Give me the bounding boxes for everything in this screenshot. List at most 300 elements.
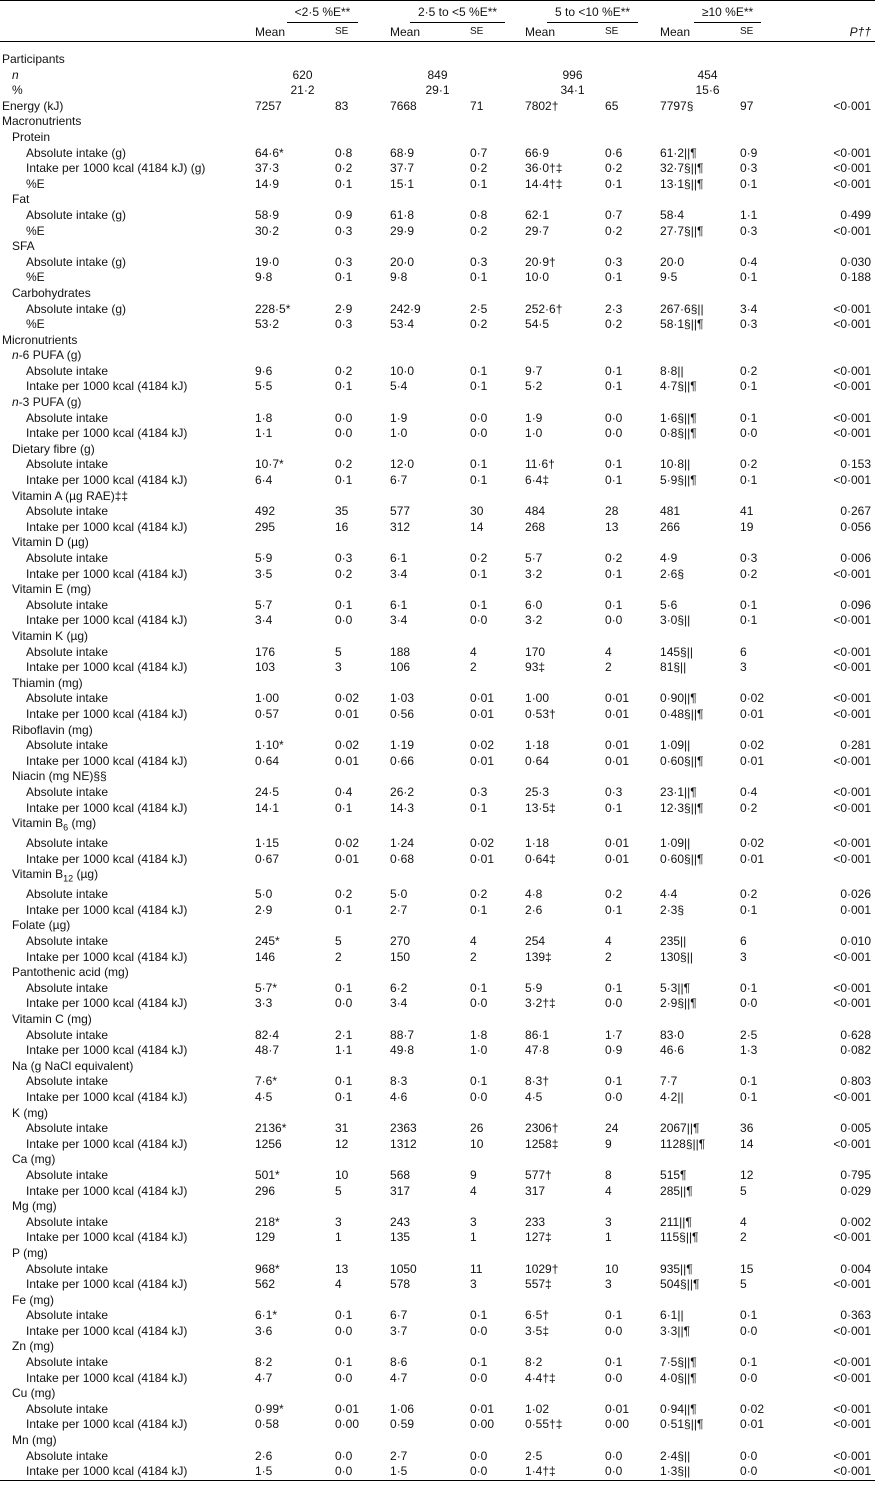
- se-value: 0·02: [470, 738, 495, 753]
- p-value: <0·001: [833, 98, 872, 113]
- row-label-text: Intake per 1000 kcal (4184 kJ): [26, 1183, 188, 1198]
- se-value: 0·2: [335, 566, 353, 581]
- se-value: 0·01: [740, 706, 765, 721]
- row-label: [0, 1168, 255, 1184]
- row-label: [0, 364, 255, 380]
- se-value: 9: [470, 1167, 477, 1182]
- row-label-text: Vitamin B: [12, 816, 64, 831]
- row-label: [0, 1417, 255, 1433]
- row-label: [0, 1199, 255, 1215]
- se-value: 3: [740, 949, 747, 964]
- mean-value: 1·00: [525, 691, 550, 706]
- p-value: <0·001: [833, 566, 872, 581]
- row-label: [0, 224, 255, 240]
- row-label: [0, 660, 255, 676]
- mean-value: 6·1: [390, 551, 408, 565]
- se-value: 24: [605, 1121, 619, 1136]
- row-label-text: Intake per 1000 kcal (4184 kJ): [26, 426, 188, 441]
- row-label: [0, 676, 255, 692]
- se-value: 0·2: [605, 317, 623, 332]
- row-label-text: Intake per 1000 kcal (4184 kJ): [26, 1136, 188, 1151]
- mean-value: 14·4†‡: [525, 176, 563, 191]
- row-label: [0, 801, 255, 817]
- p-value: 0·795: [840, 1167, 872, 1182]
- se-value: 0·9: [605, 1043, 623, 1058]
- row-label: [0, 1293, 255, 1309]
- mean-value: 9·5: [660, 270, 678, 285]
- se-value: 0·1: [740, 176, 758, 191]
- mean-value: 218*: [255, 1214, 280, 1229]
- mean-value: 1050: [390, 1261, 417, 1276]
- mean-value: 81§||: [660, 660, 687, 675]
- mean-value: 252·6†: [525, 301, 563, 316]
- row-label-subscript: 12: [63, 873, 74, 884]
- mean-value: 14·9: [255, 176, 280, 191]
- table-row: [0, 613, 875, 629]
- row-label: [0, 1215, 255, 1231]
- se-value: 0·01: [335, 753, 360, 768]
- mean-value: 1·8: [255, 410, 273, 425]
- mean-value: 6·0: [525, 597, 543, 612]
- mean-value: 4·5: [255, 1089, 273, 1104]
- mean-value: 25·3: [525, 784, 550, 799]
- section-row: [0, 965, 875, 981]
- se-value: 0·1: [335, 379, 353, 394]
- se-value: 0·1: [335, 1308, 353, 1323]
- mean-value: 481: [660, 504, 681, 519]
- se-value: 0·01: [335, 706, 360, 721]
- mean-value: 317: [525, 1183, 546, 1198]
- se-value: 0·2: [470, 161, 488, 176]
- row-label-text: Absolute intake (g): [26, 207, 127, 222]
- mean-value: 4·4: [660, 887, 678, 902]
- se-value: 0·1: [740, 1089, 758, 1104]
- se-value: 26: [470, 1121, 484, 1136]
- se-value: 0·1: [335, 270, 353, 285]
- row-label: [0, 1106, 255, 1122]
- mean-value: 1·00: [255, 691, 280, 706]
- se-value: 0·1: [605, 800, 623, 815]
- table-row: [0, 364, 875, 380]
- p-value: <0·001: [833, 851, 872, 866]
- se-value: 0·01: [470, 1401, 495, 1416]
- se-value: 0·0: [470, 996, 488, 1011]
- p-value: <0·001: [833, 410, 872, 425]
- p-value: 0·096: [840, 597, 872, 612]
- mean-value: 577†: [525, 1167, 552, 1182]
- row-label-text: Absolute intake: [26, 980, 109, 995]
- mean-value: 6·1*: [255, 1308, 278, 1323]
- mean-value: 170: [525, 644, 546, 659]
- row-label: [0, 707, 255, 723]
- row-label-text: -3 PUFA (g): [18, 395, 82, 410]
- se-value: 1·0: [470, 1043, 488, 1058]
- p-value: <0·001: [833, 1136, 872, 1151]
- mean-value: 24·5: [255, 784, 280, 799]
- row-label-text: Absolute intake: [26, 784, 109, 799]
- row-label-text: Intake per 1000 kcal (4184 kJ): [26, 949, 188, 964]
- se-value: 0·1: [740, 597, 758, 612]
- row-label: [0, 442, 255, 458]
- p-value: <0·001: [833, 473, 872, 488]
- table-row: [0, 302, 875, 318]
- se-value: 4: [740, 1214, 747, 1229]
- se-value: 0·1: [605, 379, 623, 394]
- mean-value: 2·6§: [660, 566, 685, 581]
- group-value: 849: [427, 67, 448, 82]
- mean-value: 37·7: [390, 161, 415, 176]
- mean-value: 0·66: [390, 753, 415, 768]
- mean-value: 295: [255, 519, 276, 534]
- se-value: 0·0: [470, 410, 488, 425]
- se-value: 19: [740, 519, 754, 534]
- se-value: 0·2: [605, 887, 623, 902]
- mean-value: 66·9: [525, 145, 550, 160]
- mean-value: 58·9: [255, 207, 280, 222]
- se-value: 0·1: [470, 800, 488, 815]
- row-label: [0, 1184, 255, 1200]
- mean-value: 0·68: [390, 851, 415, 866]
- se-value: 0·1: [470, 980, 488, 995]
- se-value: 0·1: [605, 902, 623, 917]
- p-value: 0·002: [840, 1214, 872, 1229]
- row-label: [0, 996, 255, 1012]
- p-value: <0·001: [833, 613, 872, 628]
- row-label: [0, 1137, 255, 1153]
- mean-value: 3·4: [255, 613, 273, 628]
- row-label-text: Intake per 1000 kcal (4184 kJ): [26, 613, 188, 628]
- mean-value: 577: [390, 504, 411, 519]
- se-value: 30: [470, 504, 484, 519]
- se-value: 0·2: [470, 317, 488, 332]
- group-value: 34·1: [560, 83, 585, 98]
- table-row: [0, 1184, 875, 1200]
- mean-value: 1312: [390, 1136, 417, 1151]
- se-value: 0·01: [605, 706, 630, 721]
- se-value: 2: [470, 949, 477, 964]
- se-value: 4: [605, 934, 612, 949]
- row-label: [0, 1090, 255, 1106]
- table-row: [0, 852, 875, 868]
- row-label-text: Macronutrients: [2, 114, 82, 129]
- section-row: [0, 723, 875, 739]
- mean-value: 29·9: [390, 223, 415, 238]
- mean-value: 1·0: [390, 426, 408, 441]
- se-value: 10: [470, 1136, 484, 1151]
- p-value: <0·001: [833, 1089, 872, 1104]
- se-value: 0·0: [605, 410, 623, 425]
- mean-value: 4·4†‡: [525, 1370, 556, 1385]
- row-label: [0, 1246, 255, 1262]
- se-value: 0·3: [740, 551, 758, 565]
- mean-value: 2·5: [525, 1448, 543, 1463]
- row-label-text: Protein: [12, 129, 51, 144]
- se-value: 0·1: [470, 363, 488, 378]
- se-value: 0·1: [470, 270, 488, 285]
- table-row: [0, 1090, 875, 1106]
- se-value: 0·4: [335, 784, 353, 799]
- mean-value: 0·48§||¶: [660, 706, 704, 721]
- section-row: [0, 629, 875, 645]
- row-label: [0, 903, 255, 919]
- row-label-text: Na (g NaCl equivalent): [12, 1058, 134, 1073]
- row-label-text: Thiamin (mg): [12, 675, 83, 690]
- p-value: 0·056: [840, 519, 872, 534]
- row-label-text: Zn (mg): [12, 1339, 54, 1354]
- table-row: [0, 950, 875, 966]
- se-value: 0·2: [605, 161, 623, 176]
- mean-value: 1·10*: [255, 738, 284, 753]
- se-value: 0·0: [470, 1370, 488, 1385]
- se-value: 0·0: [470, 426, 488, 441]
- mean-value: 562: [255, 1277, 276, 1292]
- mean-value: 1·06: [390, 1401, 415, 1416]
- table-row: [0, 738, 875, 754]
- mean-value: 3·2†‡: [525, 996, 556, 1011]
- row-label: [0, 239, 255, 255]
- row-label-text: Intake per 1000 kcal (4184 kJ): [26, 1277, 188, 1292]
- mean-value: 5·9: [525, 980, 543, 995]
- row-label-text: Pantothenic acid (mg): [12, 965, 129, 980]
- se-value: 0·01: [470, 706, 495, 721]
- row-label: [0, 1402, 255, 1418]
- se-value: 0·00: [605, 1417, 630, 1432]
- mean-value: 11·6†: [525, 457, 555, 472]
- row-label-text: Cu (mg): [12, 1386, 56, 1401]
- mean-value: 0·64: [255, 753, 280, 768]
- mean-value: 557‡: [525, 1277, 552, 1292]
- se-value: 0·9: [740, 145, 758, 160]
- row-label-text: Absolute intake: [26, 1074, 109, 1089]
- table-row: [0, 1324, 875, 1340]
- row-label-text: Intake per 1000 kcal (4184 kJ) (g): [26, 161, 206, 176]
- se-value: 10: [605, 1261, 619, 1276]
- section-row: [0, 582, 875, 598]
- table-row: [0, 426, 875, 442]
- se-value: 0·0: [740, 1448, 758, 1463]
- row-label-text: Participants: [2, 52, 65, 66]
- mean-value: 2306†: [525, 1121, 559, 1136]
- mean-value: 492: [255, 504, 276, 519]
- table-row: [0, 934, 875, 950]
- se-value: 0·1: [605, 270, 623, 285]
- se-value: 71: [470, 98, 484, 113]
- se-value: 2·1: [335, 1027, 353, 1042]
- se-value: 0·1: [740, 980, 758, 995]
- row-label-text: Absolute intake: [26, 410, 109, 425]
- mean-value: 2·7: [390, 902, 408, 917]
- mean-value: 29·7: [525, 223, 550, 238]
- p-value: <0·001: [833, 223, 872, 238]
- row-label-text: Absolute intake: [26, 1401, 109, 1416]
- mean-value: 501*: [255, 1167, 280, 1182]
- mean-value: 2363: [390, 1121, 417, 1136]
- table-row: [0, 1277, 875, 1293]
- row-label: [0, 535, 255, 551]
- table-row: [0, 411, 875, 427]
- se-value: 1·3: [740, 1043, 758, 1058]
- mean-value: 1·6§||¶: [660, 410, 697, 425]
- mean-value: 6·1||: [660, 1308, 684, 1323]
- row-label-text: Vitamin C (mg): [12, 1012, 92, 1026]
- se-value: 0·0: [740, 1323, 758, 1338]
- row-label-text: Absolute intake: [26, 504, 109, 519]
- mean-value: 1·09||: [660, 836, 691, 851]
- se-value: 1: [335, 1230, 342, 1245]
- se-value: 0·1: [605, 980, 623, 995]
- mean-value: 48·7: [255, 1043, 280, 1058]
- section-row: [0, 286, 875, 302]
- mean-value: 0·8§||¶: [660, 426, 697, 441]
- se-value: 3: [470, 1277, 477, 1292]
- mean-value: 7257: [255, 98, 282, 113]
- group-header-3: 5 to <10 %E**: [525, 1, 660, 24]
- mean-value: 0·55†‡: [525, 1417, 563, 1432]
- row-label: [0, 68, 255, 84]
- table-row: [0, 691, 875, 707]
- mean-value: 0·56: [390, 706, 415, 721]
- p-value: 0·188: [840, 270, 872, 285]
- section-row: [0, 867, 875, 887]
- table-row: [0, 1028, 875, 1044]
- se-value: 0·1: [470, 597, 488, 612]
- section-row: [0, 348, 875, 364]
- mean-value: 10·8||: [660, 457, 691, 472]
- se-value: 0·1: [605, 473, 623, 488]
- mean-value: 32·7§||¶: [660, 161, 704, 176]
- se-value: 0·02: [335, 691, 360, 706]
- p-value: 0·803: [840, 1074, 872, 1089]
- mean-value: 46·6: [660, 1043, 685, 1058]
- section-row: [0, 1152, 875, 1168]
- mean-value: 2·9: [255, 902, 273, 917]
- section-row: [0, 1433, 875, 1449]
- se-value: 0·2: [740, 566, 758, 581]
- row-label: [0, 286, 255, 302]
- mean-value: 129: [255, 1230, 276, 1245]
- mean-value: 61·8: [390, 207, 415, 222]
- mean-value: 3·2: [525, 566, 543, 581]
- row-label: [0, 489, 255, 505]
- se-value: 0·2: [740, 457, 758, 472]
- se-value: 0·1: [335, 473, 353, 488]
- row-label: [0, 504, 255, 520]
- section-row: [0, 535, 875, 551]
- mean-value: 9·8: [255, 270, 273, 285]
- mean-value: 64·6*: [255, 145, 284, 160]
- se-value: 0·1: [740, 1355, 758, 1370]
- group-header-1: <2·5 %E**: [255, 1, 390, 24]
- mean-value: 8·8||: [660, 363, 684, 378]
- se-value: 6: [740, 644, 747, 659]
- table-row: [0, 1230, 875, 1246]
- p-value: 0·029: [840, 1183, 872, 1198]
- mean-value: 58·4: [660, 207, 685, 222]
- mean-value: 115§||¶: [660, 1230, 699, 1245]
- se-value: 0·1: [605, 566, 623, 581]
- group-value: 620: [292, 67, 313, 82]
- row-label-text: Vitamin D (µg): [12, 535, 89, 550]
- se-value: 0·0: [335, 1464, 353, 1479]
- section-row: [0, 395, 875, 411]
- row-label-text: Absolute intake: [26, 1214, 109, 1229]
- row-label-text: Absolute intake: [26, 644, 109, 659]
- row-label-text: Intake per 1000 kcal (4184 kJ): [26, 996, 188, 1011]
- row-label: [0, 1121, 255, 1137]
- mean-value: 9·6: [255, 363, 273, 378]
- row-label-text: Absolute intake (g): [26, 301, 127, 316]
- row-label: [0, 965, 255, 981]
- table-row: [0, 379, 875, 395]
- row-label: [0, 1277, 255, 1293]
- se-value: 12: [335, 1136, 349, 1151]
- se-value: 0·01: [335, 1401, 360, 1416]
- mean-value: 242·9: [390, 301, 421, 316]
- mean-value: 5·7: [525, 551, 543, 565]
- section-row: [0, 442, 875, 458]
- se-value: 0·1: [470, 473, 488, 488]
- p-value: 0·030: [840, 254, 872, 269]
- se-value: 0·00: [470, 1417, 495, 1432]
- se-value: 83: [335, 98, 349, 113]
- se-header: SE: [470, 26, 484, 37]
- table-row: [0, 1464, 875, 1480]
- mean-value: 13·5‡: [525, 800, 556, 815]
- se-value: 4: [605, 644, 612, 659]
- table-row: [0, 1371, 875, 1387]
- mean-value: 12·0: [390, 457, 415, 472]
- row-label: [0, 1059, 255, 1075]
- p-value: <0·001: [833, 691, 872, 706]
- se-value: 5: [335, 644, 342, 659]
- row-label-text: Fe (mg): [12, 1292, 54, 1307]
- mean-value: 5·7*: [255, 980, 278, 995]
- mean-value: 1·5: [390, 1464, 408, 1479]
- row-label: [0, 1449, 255, 1465]
- se-value: 2: [605, 949, 612, 964]
- row-label-text: Mg (mg): [12, 1199, 57, 1214]
- se-value: 3: [605, 1277, 612, 1292]
- mean-value: 3·2: [525, 613, 543, 628]
- row-label: [0, 1308, 255, 1324]
- table-row: [0, 504, 875, 520]
- se-value: 0·0: [335, 1448, 353, 1463]
- mean-value: 83·0: [660, 1027, 685, 1042]
- mean-value: 2·6: [525, 902, 543, 917]
- table-row: [0, 1121, 875, 1137]
- table-row: [0, 177, 875, 193]
- mean-value: 0·53†: [525, 706, 556, 721]
- se-value: 0·2: [605, 551, 623, 565]
- row-label-text: Intake per 1000 kcal (4184 kJ): [26, 379, 188, 394]
- mean-value: 1·03: [390, 691, 415, 706]
- row-label-text: Absolute intake: [26, 887, 109, 902]
- row-label-text: n: [12, 67, 19, 82]
- mean-value: 7668: [390, 98, 417, 113]
- se-value: 0·0: [335, 613, 353, 628]
- mean-value: 7797§: [660, 98, 694, 113]
- p-value: 0·499: [840, 207, 872, 222]
- se-value: 0·0: [470, 613, 488, 628]
- row-label-text: Intake per 1000 kcal (4184 kJ): [26, 1323, 188, 1338]
- mean-value: 20·9†: [525, 254, 556, 269]
- row-label-text: Intake per 1000 kcal (4184 kJ): [26, 1464, 188, 1479]
- mean-value: 1·02: [525, 1401, 550, 1416]
- table-row: [0, 707, 875, 723]
- table-row: [0, 83, 875, 99]
- se-value: 0·0: [335, 1370, 353, 1385]
- row-label: [0, 785, 255, 801]
